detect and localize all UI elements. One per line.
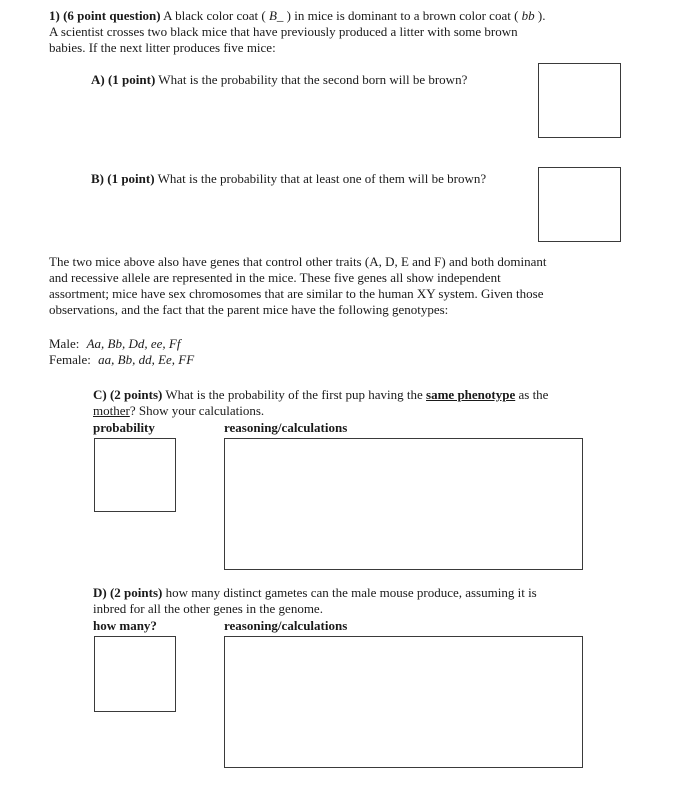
part-c-label: C) (2 points) (93, 387, 163, 402)
question-1-line-1 (49, 8, 669, 24)
part-a-label: A) (1 point) (91, 72, 156, 87)
part-b-text: What is the probability that at least one of them will be brown? (157, 171, 487, 186)
paragraph-line-4: observations, and the fact that the parent mice have the following genotypes: (49, 302, 449, 317)
part-c-line-1 (93, 387, 613, 403)
male-genotype: Aa, Bb, Dd, ee, Ff (86, 336, 181, 351)
part-b-answer-box[interactable] (538, 167, 621, 242)
part-a-text: What is the probability that the second born will be brown? (158, 72, 468, 87)
part-c-question (93, 387, 613, 419)
part-c-text-3: ? Show your calculations. (129, 403, 265, 418)
intro-text-2: ) in mice is dominant to a brown color coat ( (286, 8, 519, 23)
part-c-line-2 (93, 403, 613, 419)
female-genotype: aa, Bb, dd, Ee, FF (98, 352, 195, 367)
part-b-label: B) (1 point) (91, 171, 155, 186)
part-c-reasoning-box[interactable] (224, 438, 583, 570)
black-genotype: B_ (268, 8, 284, 23)
brown-genotype: bb (521, 8, 535, 23)
male-genotype-row (49, 336, 194, 352)
paragraph-line-2: and recessive allele are represented in the mice. These five genes all show independent (49, 270, 501, 285)
female-label: Female: (49, 352, 91, 367)
female-genotype-row (49, 352, 194, 368)
question-points: (6 point question) (63, 8, 161, 23)
question-1-line-2: A scientist crosses two black mice that have previously produced a litter with some brown (49, 24, 518, 39)
part-d-count-label: how many? (93, 618, 157, 633)
intro-text-3: ). (537, 8, 546, 23)
intro-text-1: A black color coat ( (163, 8, 266, 23)
part-d-line-1 (93, 585, 613, 601)
part-c-probability-box[interactable] (94, 438, 176, 512)
part-d-label: D) (2 points) (93, 585, 163, 600)
part-c-text-1: What is the probability of the first pup having the (165, 387, 423, 402)
traits-paragraph (49, 254, 669, 318)
part-a-question (91, 72, 467, 88)
part-d-reasoning-box[interactable] (224, 636, 583, 768)
part-b-question (91, 171, 486, 187)
paragraph-line-3: assortment; mice have sex chromosomes that are similar to the human XY system. Given those (49, 286, 544, 301)
part-c-reasoning-label: reasoning/calculations (224, 420, 348, 435)
part-d-text-2: inbred for all the other genes in the genome. (93, 601, 323, 616)
part-c-probability-label: probability (93, 420, 155, 435)
question-1-intro (49, 8, 669, 56)
part-c-text-2: as the (518, 387, 549, 402)
part-d-reasoning-label: reasoning/calculations (224, 618, 348, 633)
part-a-answer-box[interactable] (538, 63, 621, 138)
part-c-emphasis: same phenotype (426, 387, 516, 402)
part-d-question (93, 585, 613, 617)
question-1-line-3: babies. If the next litter produces five mice: (49, 40, 276, 55)
part-c-mother: mother (93, 403, 130, 418)
male-label: Male: (49, 336, 80, 351)
part-d-count-box[interactable] (94, 636, 176, 712)
paragraph-line-1: The two mice above also have genes that control other traits (A, D, E and F) and both dominant (49, 254, 547, 269)
part-d-text-1: how many distinct gametes can the male mouse produce, assuming it is (165, 585, 537, 600)
question-number: 1) (49, 8, 60, 23)
genotypes-block (49, 336, 194, 368)
